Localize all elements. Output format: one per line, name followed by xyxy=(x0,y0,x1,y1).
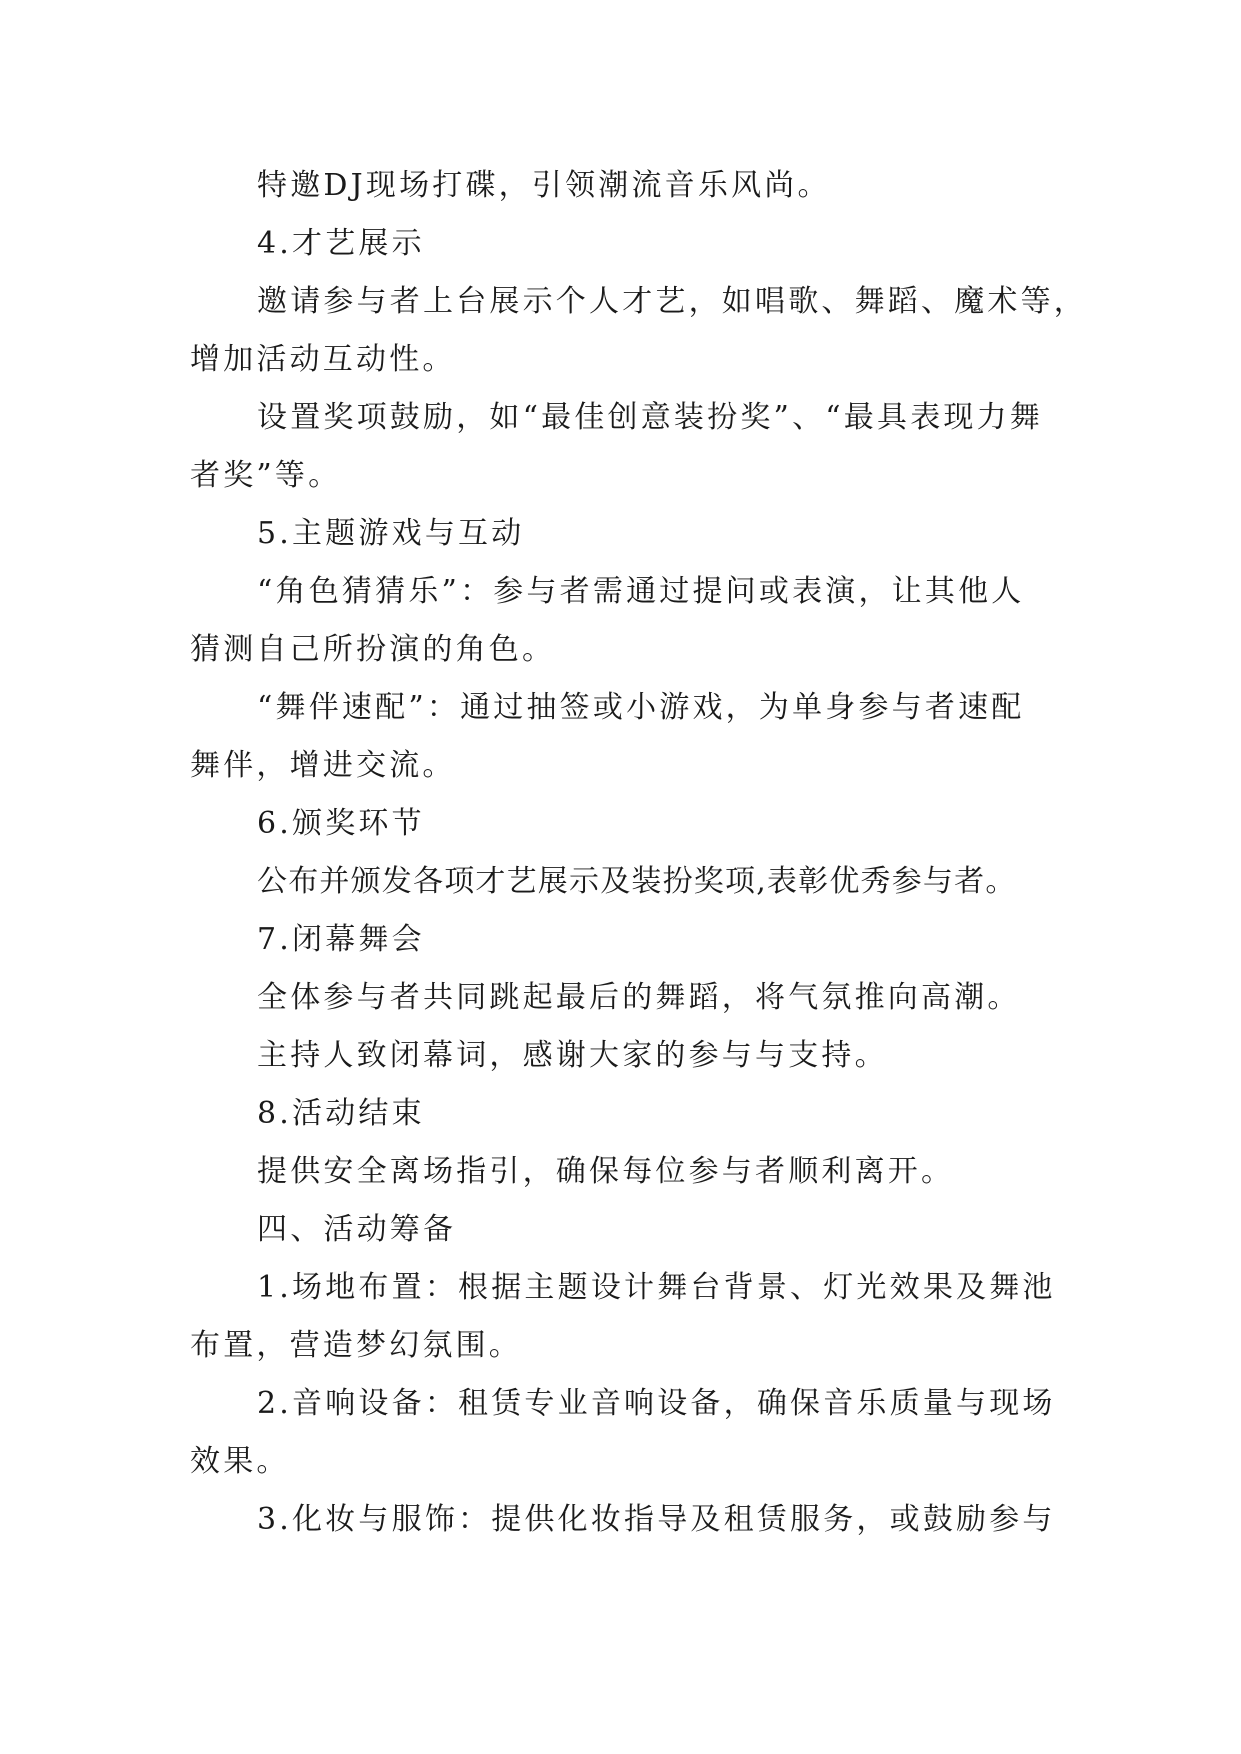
section-heading-preparation: 四、活动筹备 xyxy=(257,1212,457,1247)
paragraph-line: 效果。 xyxy=(190,1444,290,1479)
paragraph-line: 设置奖项鼓励，如“最佳创意装扮奖”、“最具表现力舞 xyxy=(257,400,1044,435)
section-heading-closing-dance: 7.闭幕舞会 xyxy=(257,922,425,957)
paragraph-line: 提供安全离场指引，确保每位参与者顺利离开。 xyxy=(257,1154,955,1189)
paragraph-line: 3.化妆与服饰：提供化妆指导及租赁服务，或鼓励参与 xyxy=(257,1502,1056,1537)
paragraph-line: 猜测自己所扮演的角色。 xyxy=(190,632,556,667)
paragraph-line: “舞伴速配”：通过抽签或小游戏，为单身参与者速配 xyxy=(257,690,1025,725)
section-heading-awards: 6.颁奖环节 xyxy=(257,806,425,841)
paragraph-line: 增加活动互动性。 xyxy=(190,342,456,377)
paragraph-line: 1.场地布置：根据主题设计舞台背景、灯光效果及舞池 xyxy=(257,1270,1056,1305)
paragraph-line: 者奖”等。 xyxy=(190,458,342,493)
section-heading-theme-games: 5.主题游戏与互动 xyxy=(257,516,525,551)
paragraph-line: 全体参与者共同跳起最后的舞蹈，将气氛推向高潮。 xyxy=(257,980,1021,1015)
paragraph-line: 2.音响设备：租赁专业音响设备，确保音乐质量与现场 xyxy=(257,1386,1056,1421)
paragraph-line: 主持人致闭幕词，感谢大家的参与与支持。 xyxy=(257,1038,888,1073)
paragraph-line: 舞伴，增进交流。 xyxy=(190,748,456,783)
paragraph-line: 公布并颁发各项才艺展示及装扮奖项,表彰优秀参与者。 xyxy=(257,864,1017,899)
paragraph-line: 邀请参与者上台展示个人才艺，如唱歌、舞蹈、魔术等， xyxy=(257,284,1087,319)
paragraph-line: 布置，营造梦幻氛围。 xyxy=(190,1328,522,1363)
section-heading-event-end: 8.活动结束 xyxy=(257,1096,425,1131)
paragraph-line: 特邀DJ现场打碟，引领潮流音乐风尚。 xyxy=(257,168,831,203)
section-heading-talent-show: 4.才艺展示 xyxy=(257,226,425,261)
paragraph-line: “角色猜猜乐”：参与者需通过提问或表演，让其他人 xyxy=(257,574,1025,609)
